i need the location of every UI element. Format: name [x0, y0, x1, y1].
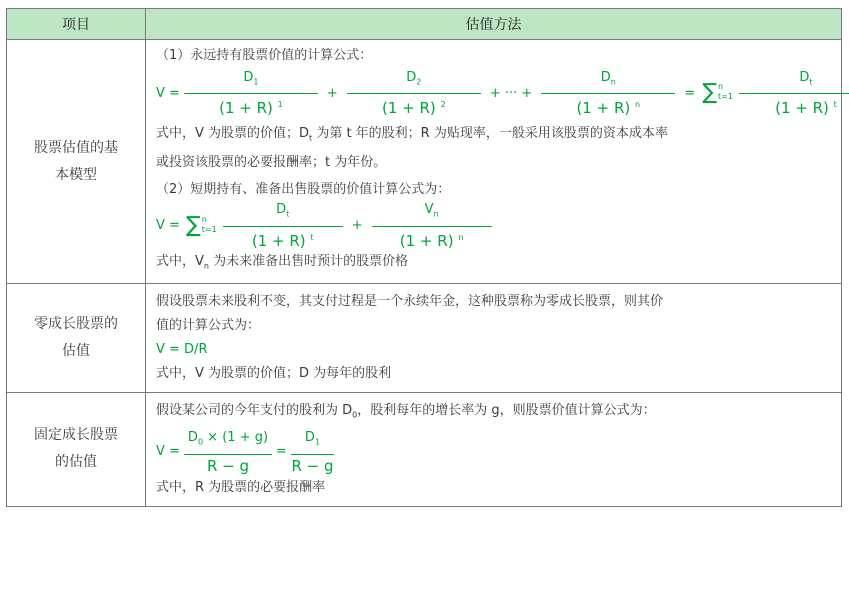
numerator	[347, 68, 481, 95]
denominator	[400, 227, 464, 251]
denominator-text: (1 + R)	[576, 99, 631, 118]
row-label	[7, 284, 146, 393]
description-text: 式中，V 为股票的价值；D 为每年的股利	[156, 366, 392, 382]
numerator	[541, 68, 675, 95]
denominator-text: (1 + R)	[251, 231, 306, 250]
exponent: t	[833, 100, 837, 110]
header-row	[7, 9, 842, 40]
numerator	[739, 68, 849, 95]
numerator	[223, 200, 343, 227]
row-label-line: 估值	[62, 343, 90, 360]
denominator	[775, 94, 837, 118]
header-method: 估值方法	[146, 9, 842, 40]
denominator-text: (1 + R)	[382, 99, 436, 118]
numerator	[372, 200, 492, 227]
subscript: t	[286, 209, 290, 219]
denominator	[219, 94, 283, 118]
subscript: 1	[314, 437, 321, 447]
exponent: 2	[440, 100, 446, 110]
row-label	[7, 393, 146, 507]
formula-v: V =	[156, 218, 180, 234]
row-content	[146, 40, 842, 284]
subscript: t	[309, 133, 313, 143]
symbol: V	[424, 202, 434, 218]
sum-limits	[202, 215, 217, 235]
denominator-text: (1 + R)	[399, 231, 454, 250]
description-text: 或投资该股票的必要报酬率；t 为年份。	[156, 154, 387, 170]
row-content	[146, 393, 842, 507]
row-label	[7, 40, 146, 284]
numerator	[291, 428, 334, 455]
description-text	[156, 399, 833, 428]
header-item: 项目	[7, 9, 146, 40]
desc-part: 式中，V 为股票的价值；D	[156, 126, 310, 141]
denominator-text: (1 + R)	[219, 99, 273, 118]
exponent: n	[635, 100, 641, 110]
description-text: 假设股票未来股利不变，其支付过程是一个永续年金，这种股票称为零成长股票，则其价	[156, 294, 664, 310]
formula-zero-growth: V = D/R	[156, 342, 208, 358]
fraction	[184, 68, 318, 119]
row-label-line: 股票估值的基	[34, 139, 118, 156]
fraction	[372, 200, 492, 251]
operator: +	[351, 218, 363, 234]
valuation-table	[6, 8, 842, 507]
formula-constant-growth	[156, 428, 833, 476]
formula-v: V =	[156, 85, 180, 101]
fraction	[347, 68, 481, 119]
table-row	[7, 284, 842, 393]
numerator	[184, 428, 272, 455]
denominator-text: (1 + R)	[775, 99, 829, 118]
symbol: D	[799, 69, 810, 85]
symbol: D	[276, 202, 287, 218]
intro-text: （1）永远持有股票价值的计算公式：	[156, 48, 373, 63]
formula-perpetual	[156, 68, 837, 118]
desc-part: 假设某公司的今年支付的股利为 D	[156, 403, 353, 419]
row-label-line: 零成长股票的	[34, 316, 118, 333]
operator: =	[276, 444, 287, 460]
sigma-symbol: ∑	[702, 80, 718, 105]
subscript: n	[433, 209, 439, 219]
exponent: 1	[277, 100, 283, 110]
summation	[185, 212, 217, 238]
denominator	[382, 94, 446, 118]
fraction	[541, 68, 675, 119]
table-row	[7, 393, 842, 507]
operator: +	[326, 85, 338, 101]
subscript: n	[610, 77, 616, 87]
summation	[702, 82, 733, 104]
sum-limits	[718, 82, 733, 102]
subscript: 2	[416, 77, 422, 87]
desc-part: 为未来准备出售时预计的股票价格	[208, 253, 409, 269]
subscript: t	[809, 77, 813, 87]
row-label-line: 固定成长股票	[34, 427, 118, 444]
symbol: D	[304, 429, 315, 445]
desc-part: 式中，V	[156, 253, 204, 269]
numerator-text: × (1 + g)	[203, 429, 269, 445]
exponent: t	[310, 232, 314, 242]
denominator: R − g	[206, 456, 249, 475]
subscript: 0	[352, 410, 358, 420]
exponent: n	[458, 232, 464, 242]
denominator	[576, 94, 640, 118]
description-text: 式中，R 为股票的必要报酬率	[156, 479, 326, 495]
desc-part: 为第 t 年的股利；R 为贴现率，一般采用该股票的资本成本率	[312, 126, 668, 141]
fraction	[184, 428, 272, 476]
table-row	[7, 40, 842, 284]
row-content	[146, 284, 842, 393]
symbol: D	[187, 429, 198, 445]
fraction	[223, 200, 343, 251]
row-label-line: 本模型	[55, 166, 97, 183]
formula-short-term	[156, 202, 833, 250]
formula-v: V =	[156, 444, 180, 460]
sum-lower: t=1	[718, 92, 733, 101]
fraction	[291, 428, 334, 476]
description-text	[156, 250, 833, 279]
row-label-line: 的估值	[55, 454, 97, 471]
sum-upper: n	[718, 82, 724, 91]
operator: =	[684, 85, 696, 101]
subscript: n	[203, 261, 209, 271]
denominator: R − g	[291, 456, 334, 475]
numerator	[184, 68, 318, 95]
symbol: D	[243, 69, 254, 85]
subscript: 0	[197, 437, 204, 447]
symbol: D	[600, 69, 611, 85]
description-text	[156, 122, 833, 151]
sum-upper: n	[201, 214, 207, 224]
intro-text: （2）短期持有、准备出售股票的价值计算公式为：	[156, 181, 451, 197]
symbol: D	[406, 69, 417, 85]
sum-lower: t=1	[201, 224, 217, 234]
denominator	[252, 227, 314, 251]
description-text: 值的计算公式为：	[156, 318, 261, 334]
fraction	[739, 68, 849, 119]
desc-part: ，股利每年的增长率为 g，则股票价值计算公式为：	[357, 403, 656, 419]
sigma-symbol: ∑	[185, 212, 201, 238]
operator: + ··· +	[489, 85, 533, 101]
subscript: 1	[253, 77, 259, 87]
